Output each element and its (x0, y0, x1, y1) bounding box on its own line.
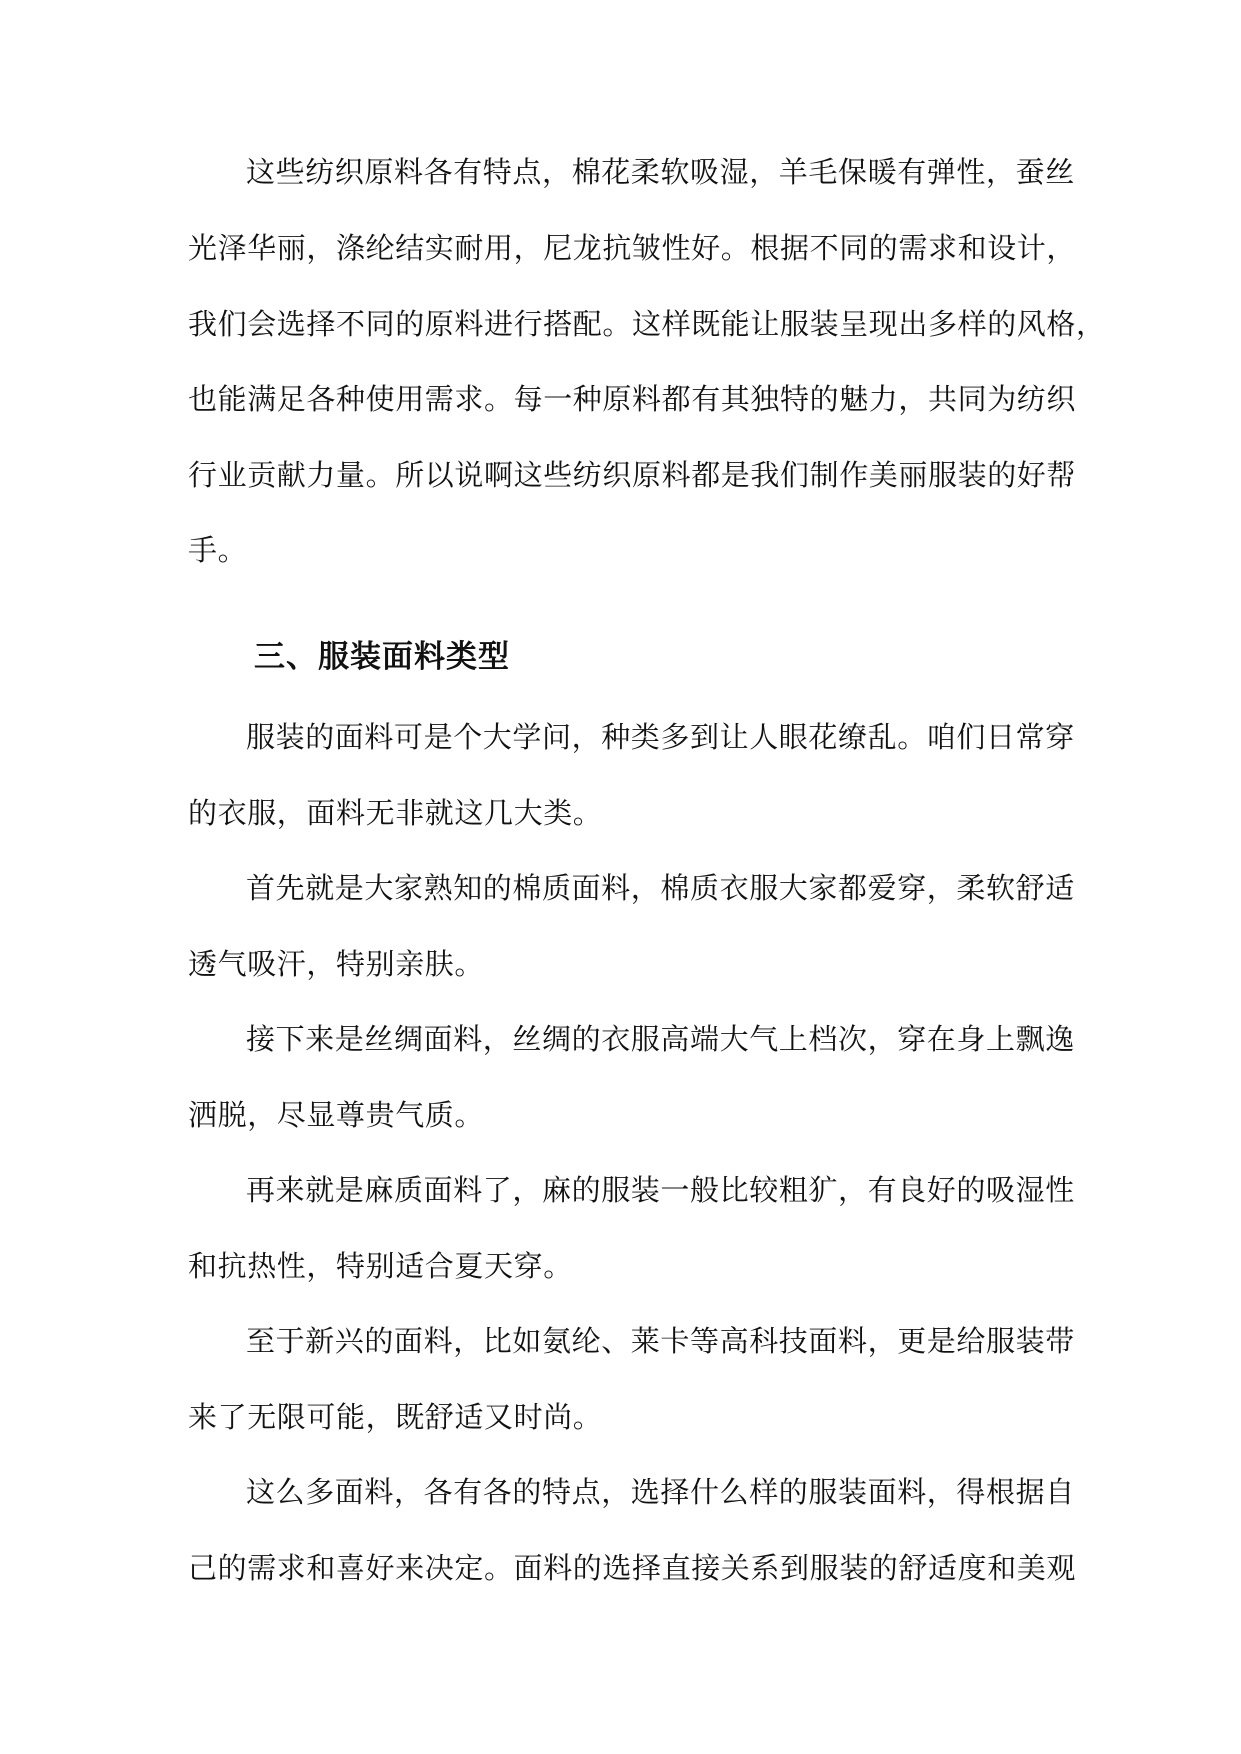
paragraph-line: 这些纺织原料各有特点，棉花柔软吸湿，羊毛保暖有弹性，蚕丝 (246, 155, 1075, 189)
paragraph-line: 至于新兴的面料，比如氨纶、莱卡等高科技面料，更是给服装带 (246, 1324, 1075, 1358)
paragraph-line: 洒脱，尽显尊贵气质。 (188, 1098, 485, 1132)
paragraph-line: 己的需求和喜好来决定。面料的选择直接关系到服装的舒适度和美观 (188, 1551, 1077, 1585)
paragraph-line: 来了无限可能，既舒适又时尚。 (188, 1400, 603, 1434)
paragraph-line: 再来就是麻质面料了，麻的服装一般比较粗犷，有良好的吸湿性 (246, 1173, 1075, 1207)
paragraph-line: 接下来是丝绸面料，丝绸的衣服高端大气上档次，穿在身上飘逸 (246, 1022, 1075, 1056)
paragraph-line: 和抗热性，特别适合夏天穿。 (188, 1249, 573, 1283)
paragraph-line: 服装的面料可是个大学问，种类多到让人眼花缭乱。咱们日常穿 (246, 720, 1075, 754)
paragraph-line: 行业贡献力量。所以说啊这些纺织原料都是我们制作美丽服装的好帮 (188, 458, 1077, 492)
paragraph-line: 也能满足各种使用需求。每一种原料都有其独特的魅力，共同为纺织 (188, 382, 1077, 416)
section-heading: 三、服装面料类型 (254, 639, 510, 675)
paragraph-line: 首先就是大家熟知的棉质面料，棉质衣服大家都爱穿，柔软舒适 (246, 871, 1075, 905)
paragraph-line: 手。 (188, 533, 248, 567)
paragraph-line: 透气吸汗，特别亲肤。 (188, 947, 485, 981)
paragraph-line: 这么多面料，各有各的特点，选择什么样的服装面料，得根据自 (246, 1475, 1075, 1509)
paragraph-line: 我们会选择不同的原料进行搭配。这样既能让服装呈现出多样的风格， (188, 307, 1106, 341)
paragraph-line: 的衣服，面料无非就这几大类。 (188, 796, 603, 830)
paragraph-line: 光泽华丽，涤纶结实耐用，尼龙抗皱性好。根据不同的需求和设计， (188, 231, 1077, 265)
